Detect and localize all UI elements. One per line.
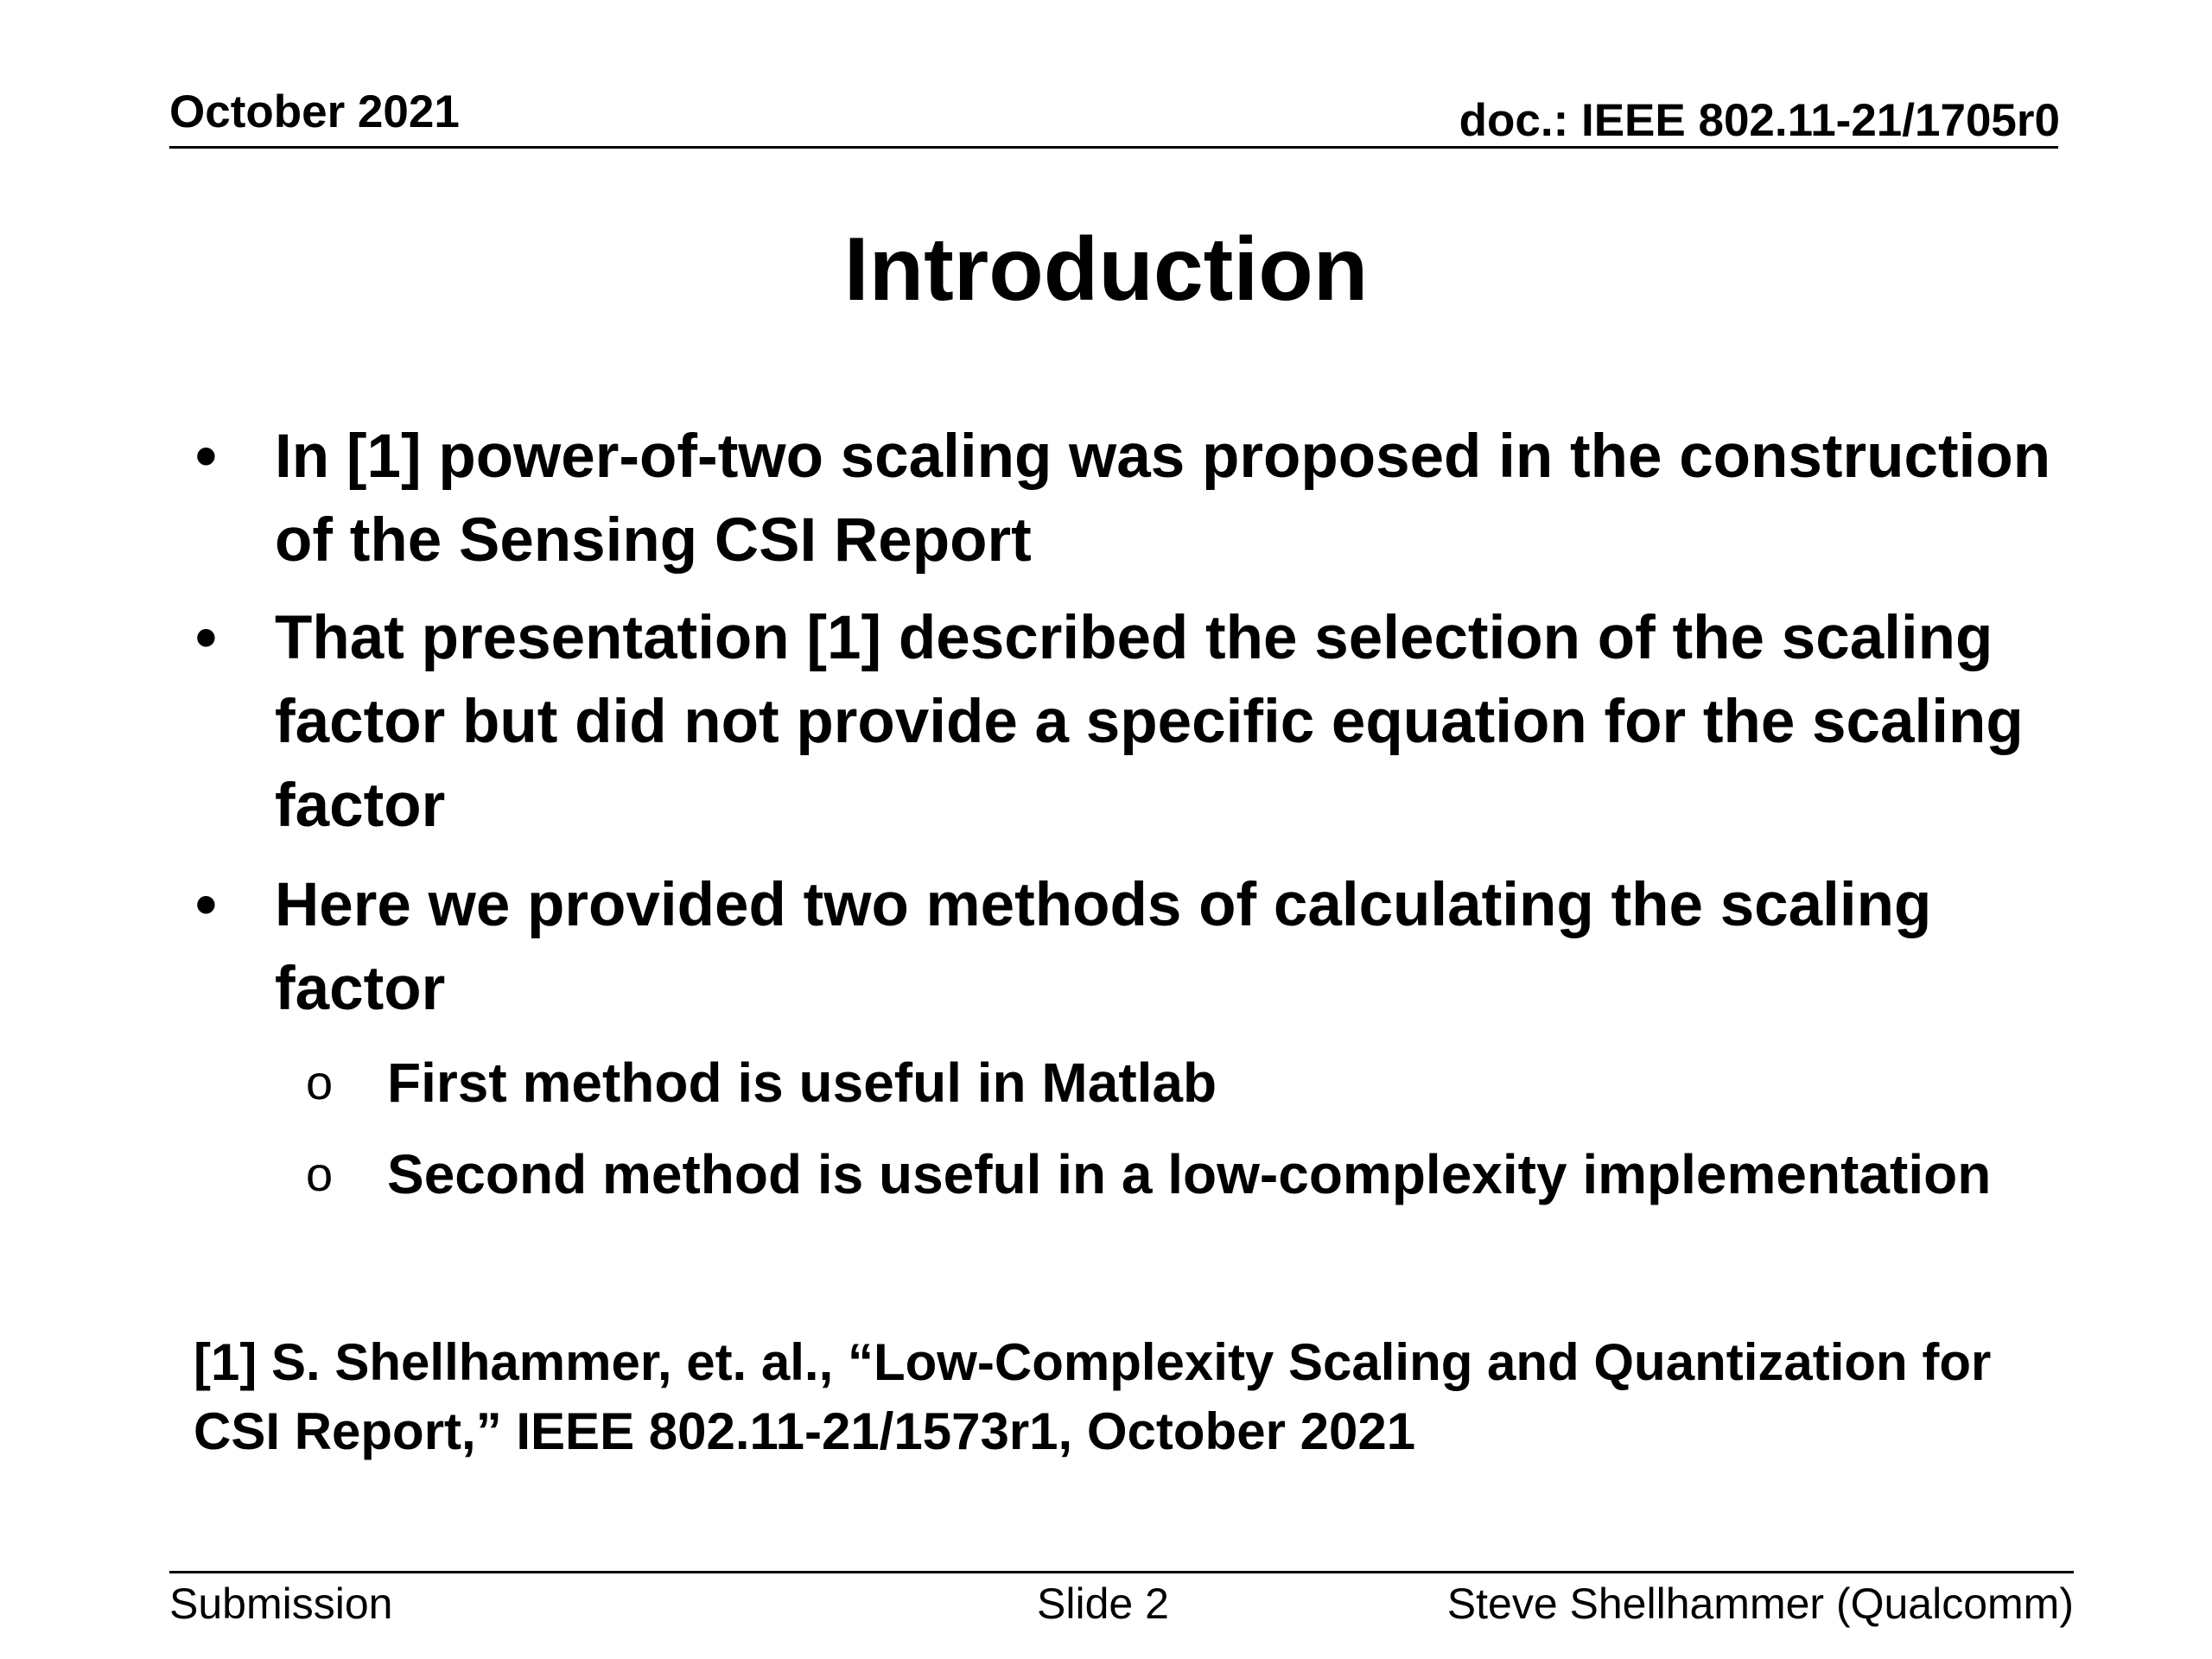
bullet-2: That presentation [1] described the selection of the scaling factor but did not provide a specific equation for the scaling factor bbox=[275, 604, 2024, 840]
header-doc-id: doc.: IEEE 802.11-21/1705r0 bbox=[1459, 95, 2060, 146]
sub-bullet-1: First method is useful in Matlab bbox=[387, 1052, 1217, 1114]
sub-bullet-marker-1: o bbox=[306, 1055, 334, 1109]
bullet-1: In [1] power-of-two scaling was proposed in the construction of the Sensing CSI Report bbox=[275, 423, 2051, 575]
footer-rule bbox=[169, 1571, 2074, 1573]
bullet-marker-1: • bbox=[195, 423, 217, 491]
slide-title: Introduction bbox=[843, 219, 1369, 320]
header-date: October 2021 bbox=[169, 86, 460, 137]
reference-citation: [1] S. Shellhammer, et. al., “Low-Complexity Scaling and Quantization for CSI Report,” IEEE 802.11-21/1573r1, October 2021 bbox=[194, 1333, 1992, 1460]
sub-bullet-2: Second method is useful in a low-complexity implementation bbox=[387, 1143, 1992, 1205]
bullet-3: Here we provided two methods of calculating the scaling factor bbox=[275, 871, 1932, 1023]
sub-bullet-marker-2: o bbox=[306, 1147, 334, 1201]
header-rule bbox=[169, 146, 2058, 149]
footer-slide-number: Slide 2 bbox=[1037, 1580, 1169, 1628]
bullet-marker-2: • bbox=[195, 604, 217, 672]
bullet-marker-3: • bbox=[195, 871, 217, 939]
footer-submission: Submission bbox=[169, 1580, 393, 1628]
footer-author: Steve Shellhammer (Qualcomm) bbox=[1446, 1580, 2074, 1628]
